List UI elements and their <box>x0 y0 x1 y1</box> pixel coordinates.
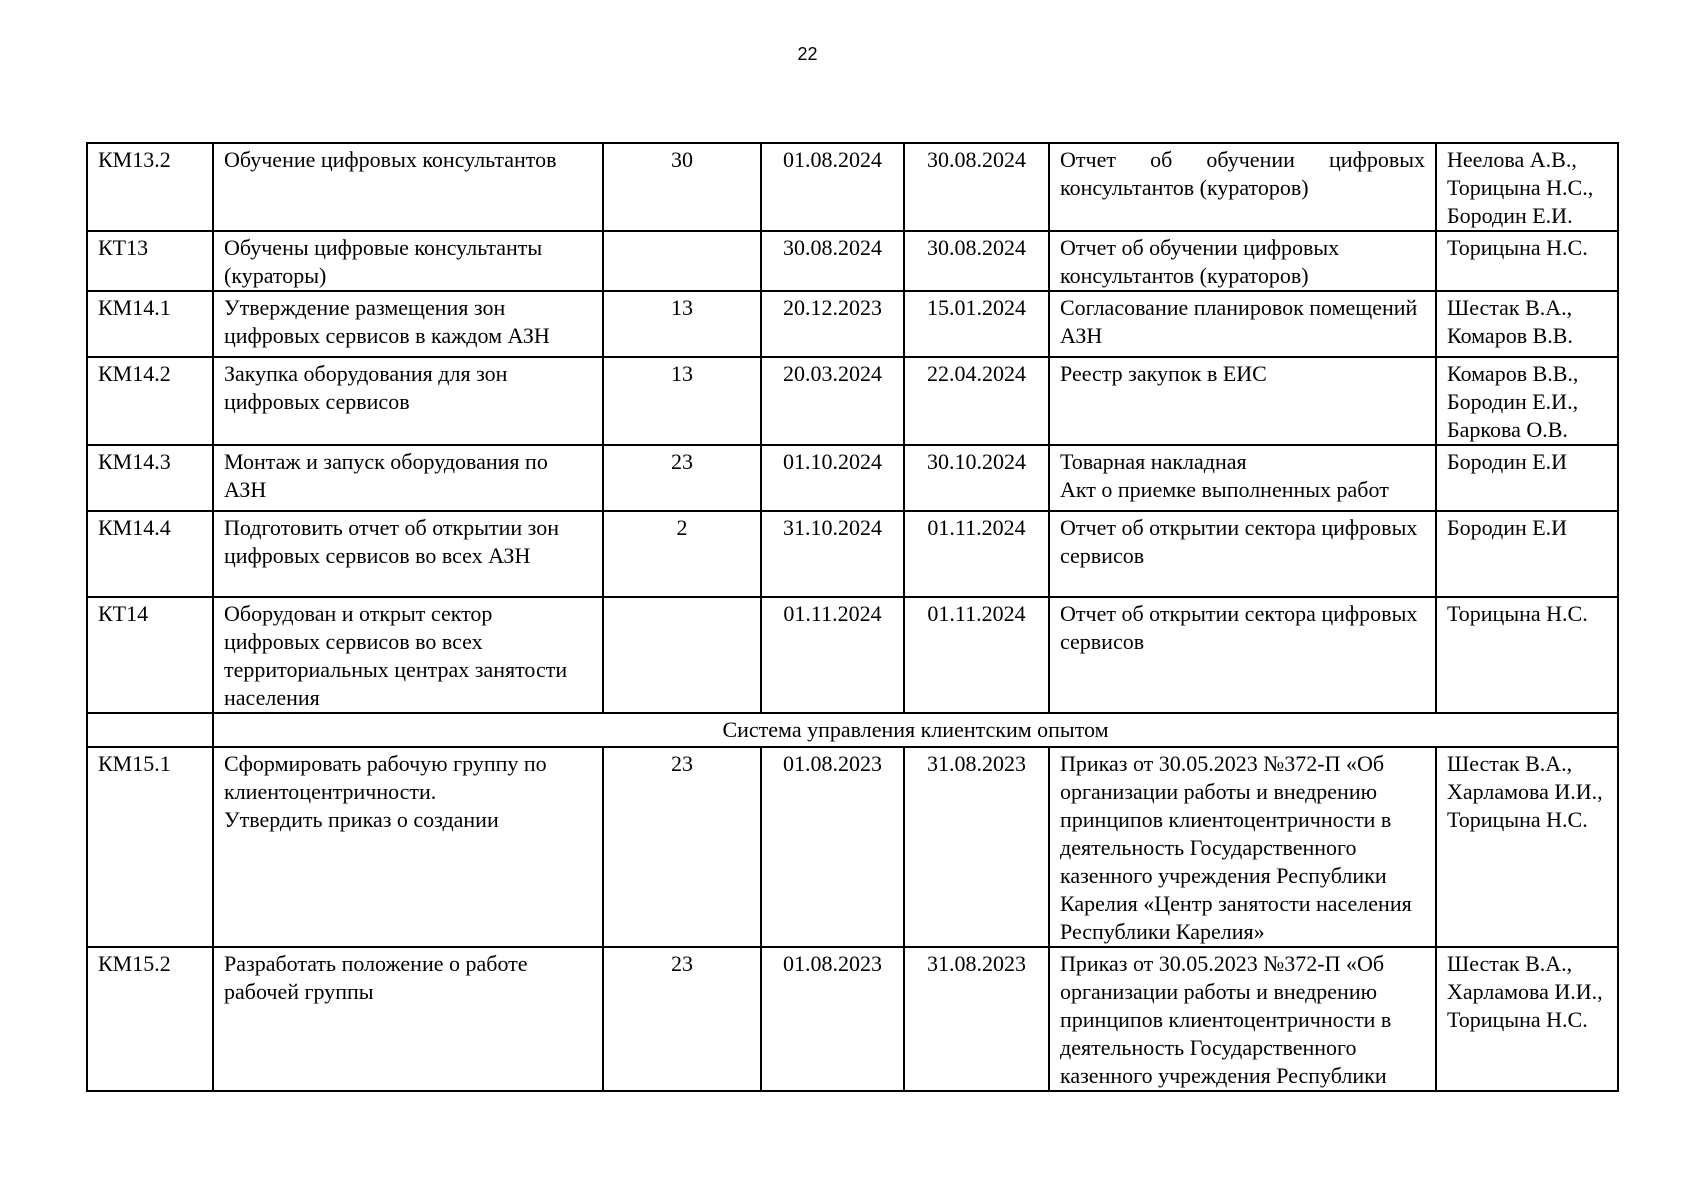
end-date: 30.10.2024 <box>904 445 1049 511</box>
task-description: Монтаж и запуск оборудования по АЗН <box>213 445 603 511</box>
task-description: Оборудован и открыт сектор цифровых сервисов во всех территориальных центрах занятости населения <box>213 597 603 713</box>
table-row <box>87 357 1618 445</box>
control-point-code: КТ13 <box>87 231 213 291</box>
schedule-table <box>86 142 1619 1092</box>
result-document: Отчет об открытии сектора цифровых сервисов <box>1049 597 1436 713</box>
table-row <box>87 445 1618 511</box>
section-spacer-cell <box>87 713 213 747</box>
control-point-code: КТ14 <box>87 597 213 713</box>
responsible-persons: Комаров В.В., Бородин Е.И., Баркова О.В. <box>1436 357 1618 445</box>
result-document: Реестр закупок в ЕИС <box>1049 357 1436 445</box>
task-description: Обучены цифровые консультанты (кураторы) <box>213 231 603 291</box>
end-date: 31.08.2023 <box>904 947 1049 1091</box>
start-date: 30.08.2024 <box>761 231 904 291</box>
responsible-persons: Бородин Е.И <box>1436 445 1618 511</box>
result-document: Отчет об обучении цифровых консультантов (кураторов) <box>1049 143 1436 231</box>
page-number: 22 <box>797 44 818 64</box>
table-row <box>87 231 1618 291</box>
duration-days: 2 <box>603 511 761 597</box>
task-description: Обучение цифровых консультантов <box>213 143 603 231</box>
end-date: 15.01.2024 <box>904 291 1049 357</box>
responsible-persons: Торицына Н.С. <box>1436 597 1618 713</box>
task-description: Закупка оборудования для зон цифровых сервисов <box>213 357 603 445</box>
duration-days: 30 <box>603 143 761 231</box>
control-point-code: КМ14.4 <box>87 511 213 597</box>
result-document: Приказ от 30.05.2023 №372-П «Об организации работы и внедрению принципов клиентоцентричности в деятельность Государственного казенного учреждения Республики Карелия «Центр занятости населения Республики Карелия» <box>1049 747 1436 947</box>
end-date: 22.04.2024 <box>904 357 1049 445</box>
responsible-persons: Торицына Н.С. <box>1436 231 1618 291</box>
section-title: Система управления клиентским опытом <box>213 713 1618 747</box>
end-date: 01.11.2024 <box>904 511 1049 597</box>
table-row <box>87 143 1618 231</box>
responsible-persons: Шестак В.А., Харламова И.И., Торицына Н.С. <box>1436 947 1618 1091</box>
result-document: Приказ от 30.05.2023 №372-П «Об организации работы и внедрению принципов клиентоцентричности в деятельность Государственного казенного учреждения Республики <box>1049 947 1436 1091</box>
result-document: Товарная накладная Акт о приемке выполненных работ <box>1049 445 1436 511</box>
start-date: 20.03.2024 <box>761 357 904 445</box>
duration-days: 13 <box>603 291 761 357</box>
control-point-code: КМ13.2 <box>87 143 213 231</box>
start-date: 20.12.2023 <box>761 291 904 357</box>
result-document: Отчет об открытии сектора цифровых сервисов <box>1049 511 1436 597</box>
start-date: 01.10.2024 <box>761 445 904 511</box>
task-description: Утверждение размещения зон цифровых сервисов в каждом АЗН <box>213 291 603 357</box>
section-row <box>87 713 1618 747</box>
end-date: 30.08.2024 <box>904 231 1049 291</box>
duration-days: 23 <box>603 747 761 947</box>
control-point-code: КМ14.2 <box>87 357 213 445</box>
duration-days <box>603 231 761 291</box>
responsible-persons: Шестак В.А., Харламова И.И., Торицына Н.С. <box>1436 747 1618 947</box>
duration-days: 23 <box>603 947 761 1091</box>
responsible-persons: Неелова А.В., Торицына Н.С., Бородин Е.И. <box>1436 143 1618 231</box>
table-row <box>87 597 1618 713</box>
duration-days: 23 <box>603 445 761 511</box>
responsible-persons: Бородин Е.И <box>1436 511 1618 597</box>
table-row <box>87 747 1618 947</box>
end-date: 31.08.2023 <box>904 747 1049 947</box>
duration-days <box>603 597 761 713</box>
control-point-code: КМ14.1 <box>87 291 213 357</box>
schedule-table-body <box>87 143 1618 1091</box>
result-document: Отчет об обучении цифровых консультантов (кураторов) <box>1049 231 1436 291</box>
control-point-code: КМ15.2 <box>87 947 213 1091</box>
table-row <box>87 947 1618 1091</box>
start-date: 01.08.2023 <box>761 747 904 947</box>
start-date: 01.08.2023 <box>761 947 904 1091</box>
task-description: Разработать положение о работе рабочей группы <box>213 947 603 1091</box>
end-date: 01.11.2024 <box>904 597 1049 713</box>
end-date: 30.08.2024 <box>904 143 1049 231</box>
result-document: Согласование планировок помещений АЗН <box>1049 291 1436 357</box>
table-row <box>87 511 1618 597</box>
responsible-persons: Шестак В.А., Комаров В.В. <box>1436 291 1618 357</box>
duration-days: 13 <box>603 357 761 445</box>
task-description: Подготовить отчет об открытии зон цифровых сервисов во всех АЗН <box>213 511 603 597</box>
start-date: 01.11.2024 <box>761 597 904 713</box>
control-point-code: КМ14.3 <box>87 445 213 511</box>
start-date: 01.08.2024 <box>761 143 904 231</box>
table-row <box>87 291 1618 357</box>
task-description: Сформировать рабочую группу по клиентоцентричности. Утвердить приказ о создании <box>213 747 603 947</box>
start-date: 31.10.2024 <box>761 511 904 597</box>
control-point-code: КМ15.1 <box>87 747 213 947</box>
